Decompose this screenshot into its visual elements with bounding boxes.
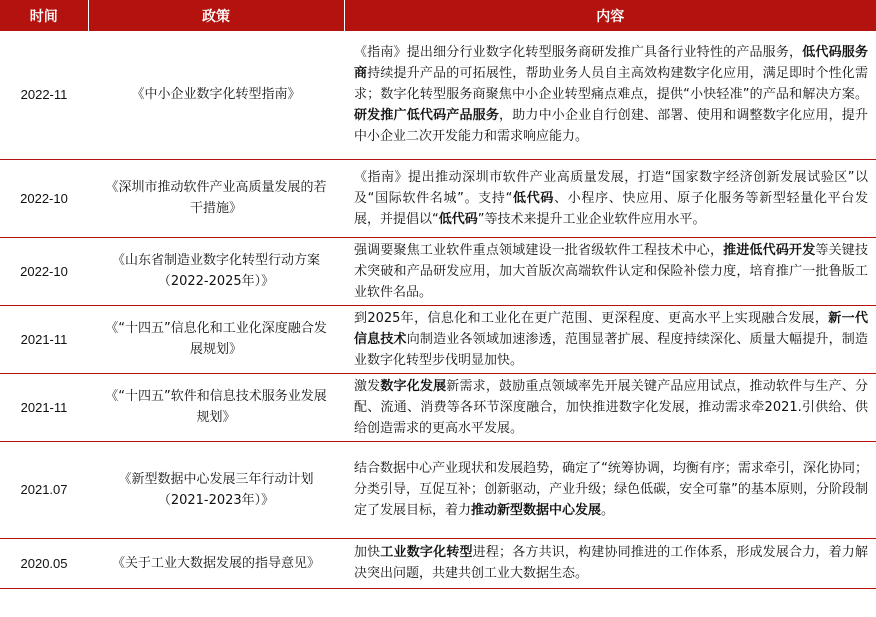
content-text: 向制造业各领域加速渗透，范围显著扩展、程度持续深化、质量大幅提升，制造业数字化转型步伐明显加快。: [354, 331, 868, 368]
content-text: 新需求，鼓励重点领域率先开展关键产品应用试点，推动软件与生产、分配、流通、消费等各环节深度融合，加快推进数字化发展，推动需求牵2021.引供给、供给创造需求的更高水平发展。: [354, 378, 868, 436]
cell-time: 2021-11: [0, 373, 88, 441]
content-text: ”等技术来提升工业企业软件应用水平。: [477, 211, 706, 227]
cell-content: [344, 31, 876, 159]
cell-time: 2022-11: [0, 31, 88, 159]
cell-time: 2021.07: [0, 441, 88, 538]
table-row: [0, 237, 876, 305]
content-text: 加快: [354, 545, 381, 560]
cell-policy: 《山东省制造业数字化转型行动方案（2022-2025年）》: [88, 237, 344, 305]
content-text: 《指南》提出细分行业数字化转型服务商研发推广具备行业特性的产品服务，: [354, 45, 803, 61]
cell-content: [344, 538, 876, 588]
table-row: [0, 305, 876, 373]
table-body: [0, 31, 876, 588]
cell-time: 2022-10: [0, 159, 88, 237]
cell-policy: 《深圳市推动软件产业高质量发展的若干措施》: [88, 159, 344, 237]
content-text: 到2025年，信息化和工业化在更广范围、更深程度、更高水平上实现融合发展，: [354, 310, 829, 326]
table-row: [0, 31, 876, 159]
content-text: 、小程序、快应用、原子化服务等新型轻量化平台发展，并提倡以“: [354, 190, 868, 227]
content-text: 等关键技术突破和产品研发应用，加大首版次高端软件认定和保险补偿力度，培育推广一批鲁版工业软件名品。: [354, 242, 868, 300]
table-row: [0, 159, 876, 237]
content-text: 进程；各方共识，构建协同推进的工作体系，形成发展合力，着力解决突出问题，共建共创工业大数据生态。: [354, 545, 868, 581]
content-text: 强调要聚焦工业软件重点领域建设一批省级软件工程技术中心，: [354, 242, 724, 258]
header-content: 内容: [344, 0, 876, 31]
cell-policy: 《“十四五”信息化和工业化深度融合发展规划》: [88, 305, 344, 373]
cell-time: 2021-11: [0, 305, 88, 373]
cell-content: [344, 159, 876, 237]
content-highlight: 数字化发展: [380, 378, 447, 394]
content-highlight: 研发推广低代码产品服务: [354, 108, 500, 124]
header-policy: 政策: [88, 0, 344, 31]
content-highlight: 推进低代码开发: [723, 242, 816, 258]
cell-content: [344, 373, 876, 441]
content-text: 《指南》提出推动深圳市软件产业高质量发展，打造“国家数字经济创新发展试验区”以及“国际软件名城”。支持“: [354, 169, 868, 206]
table-row: [0, 538, 876, 588]
content-text: 结合数据中心产业现状和发展趋势，确定了“统筹协调，均衡有序；需求牵引，深化协同；分类引导，互促互补；创新驱动，产业升级；绿色低碳，安全可靠”的基本原则，分阶段制定了发展目标，着力: [354, 461, 868, 518]
cell-content: [344, 441, 876, 538]
cell-content: [344, 237, 876, 305]
cell-policy: 《中小企业数字化转型指南》: [88, 31, 344, 159]
cell-time: 2020.05: [0, 538, 88, 588]
cell-content: [344, 305, 876, 373]
content-highlight: 推动新型数据中心发展: [471, 503, 602, 518]
cell-policy: 《“十四五”软件和信息技术服务业发展规划》: [88, 373, 344, 441]
cell-policy: 《新型数据中心发展三年行动计划（2021-2023年）》: [88, 441, 344, 538]
table-row: [0, 373, 876, 441]
table-header-row: [0, 0, 876, 31]
content-text: ，助力中小企业自行创建、部署、使用和调整数字化应用，提升中小企业二次开发能力和需求响应能力。: [354, 108, 868, 145]
table-row: [0, 441, 876, 538]
content-text: 。: [601, 503, 615, 518]
cell-time: 2022-10: [0, 237, 88, 305]
cell-policy: 《关于工业大数据发展的指导意见》: [88, 538, 344, 588]
content-highlight: 新一代信息技术: [354, 310, 868, 347]
content-highlight: 低代码服务商: [354, 45, 868, 82]
content-text: 持续提升产品的可拓展性，帮助业务人员自主高效构建数字化应用，满足即时个性化需求；数字化转型服务商聚焦中小企业转型痛点难点，提供“小快轻准”的产品和解决方案。: [354, 66, 868, 103]
content-highlight: 工业数字化转型: [380, 545, 473, 560]
content-text: 激发: [354, 378, 381, 394]
header-time: 时间: [0, 0, 88, 31]
content-highlight: 低代码: [512, 190, 555, 206]
content-highlight: 低代码: [438, 211, 478, 227]
